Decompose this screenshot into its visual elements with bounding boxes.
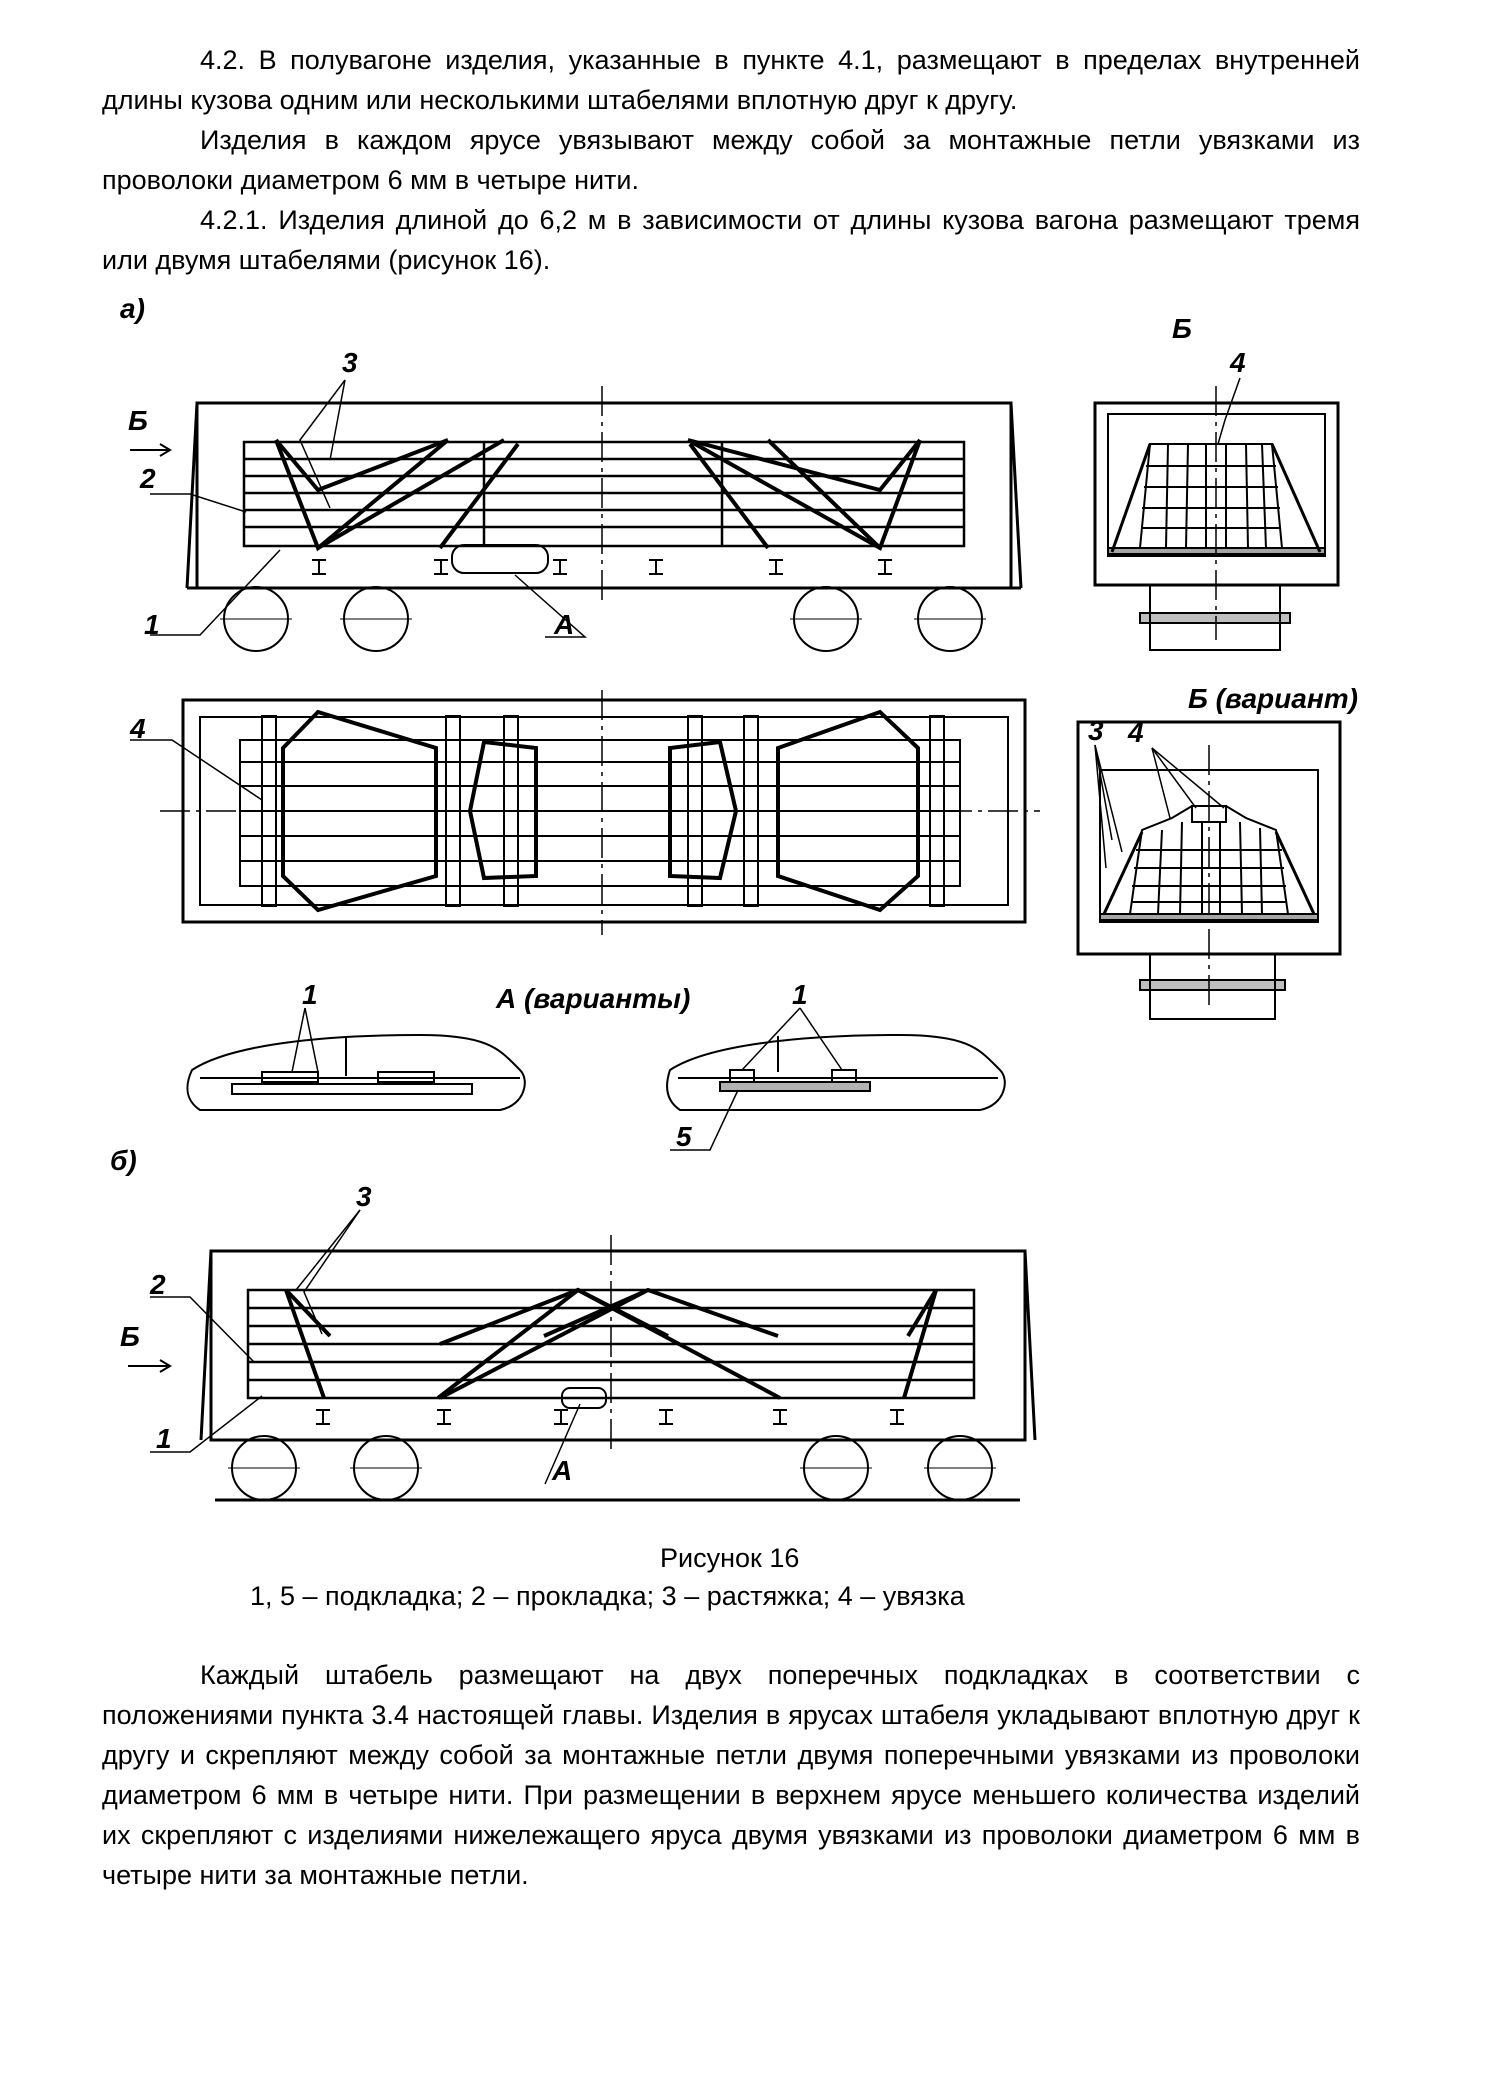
label-1-view-a: 1 bbox=[144, 609, 160, 640]
label-a-view-b: А bbox=[552, 1455, 573, 1486]
label-3-view-b: 3 bbox=[356, 1181, 372, 1212]
label-2-view-b: 2 bbox=[150, 1269, 166, 1300]
label-4-section-b: 4 bbox=[1230, 347, 1246, 378]
figure-caption-legend: 1, 5 – подкладка; 2 – прокладка; 3 – растяжка; 4 – увязка bbox=[250, 1581, 965, 1611]
paragraph-ties: Изделия в каждом ярусе увязывают между собой за монтажные петли увязками из проволоки диаметром 6 мм в четыре нити. bbox=[102, 125, 1360, 195]
paragraph-4-2-1: 4.2.1. Изделия длиной до 6,2 м в зависимости от длины кузова вагона размещают тремя или двумя штабелями (рисунок 16). bbox=[102, 205, 1360, 275]
section-b-variant bbox=[1078, 722, 1340, 1019]
view-b-side bbox=[128, 1210, 1035, 1500]
section-b-label: Б bbox=[1172, 313, 1192, 344]
label-4-plan: 4 bbox=[130, 713, 146, 744]
view-a-side bbox=[130, 380, 1021, 651]
label-3-section-variant: 3 bbox=[1088, 715, 1104, 746]
view-a-label: а) bbox=[120, 293, 145, 324]
label-5-detail: 5 bbox=[676, 1121, 692, 1152]
view-a-plan bbox=[130, 690, 1040, 935]
section-b-variant-label: Б (вариант) bbox=[1188, 683, 1358, 714]
section-b bbox=[1095, 378, 1338, 650]
label-3-view-a: 3 bbox=[342, 347, 358, 378]
label-arrow-b-view-a: Б bbox=[128, 405, 148, 436]
label-1-detail-left: 1 bbox=[302, 979, 318, 1010]
detail-a-variants bbox=[187, 1008, 1004, 1150]
detail-a-variants-label: А (варианты) bbox=[496, 983, 691, 1014]
label-a-view-a: А bbox=[554, 609, 575, 640]
label-arrow-b-view-b: Б bbox=[120, 1321, 140, 1352]
figure-caption-title: Рисунок 16 bbox=[660, 1543, 800, 1573]
label-2-view-a: 2 bbox=[140, 463, 156, 494]
view-b-label: б) bbox=[110, 1145, 137, 1176]
label-4-section-variant: 4 bbox=[1128, 717, 1144, 748]
paragraph-stack-placement: Каждый штабель размещают на двух поперечных подкладках в соответствии с положениями пункта 3.4 настоящей главы. Изделия в ярусах штабеля укладывают вплотную друг к другу и скрепляют между собой за монтажные петли двумя поперечными увязками из проволоки диаметром 6 мм в четыре нити. При размещении в верхнем ярусе меньшего количества изделий их скрепляют с изделиями нижележащего яруса двумя увязками из проволоки диаметром 6 мм в четыре нити за монтажные петли. bbox=[102, 1660, 1360, 1890]
paragraph-4-2: 4.2. В полувагоне изделия, указанные в пункте 4.1, размещают в пределах внутренней длины кузова одним или несколькими штабелями вплотную друг к другу. bbox=[102, 45, 1360, 115]
label-1-view-b: 1 bbox=[156, 1423, 172, 1454]
label-1-detail-right: 1 bbox=[792, 979, 808, 1010]
